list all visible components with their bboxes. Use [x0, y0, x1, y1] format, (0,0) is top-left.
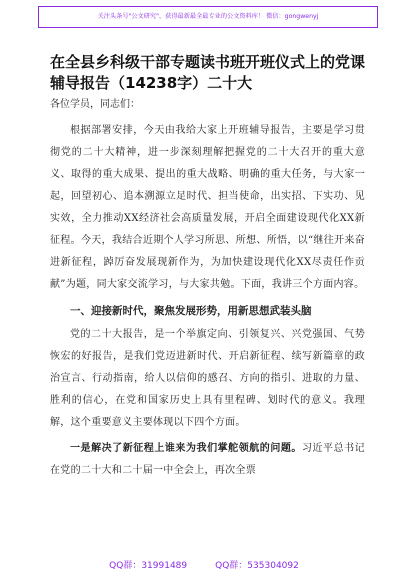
header-banner-text: 关注头条号"公文研究"，获得最新最全最专业的公文资料库！ 微信：gongwenyj: [97, 13, 319, 20]
document-body: [50, 52, 365, 482]
point-1-lead: 一是解决了新征程上谁来为我们掌舵领航的问题。: [70, 443, 302, 454]
section-1-heading: 一、迎接新时代，聚焦发展形势，用新思想武装头脑: [70, 305, 312, 317]
document-title: 在全县乡科级干部专题读书班开班仪式上的党课辅导报告（14238字）二十大: [50, 53, 366, 92]
footer-contacts: [0, 558, 408, 571]
point-1-paragraph: [50, 438, 365, 482]
footer-qq-group-1: QQ群：31991489: [109, 561, 188, 571]
point-1-text: 习近平总书记在党的二十大和二十届一中全会上，再次全票: [50, 443, 365, 476]
intro-paragraph: 根据部署安排，今天由我给大家上开班辅导报告，主要是学习贯彻党的二十大精神，进一步深刻理解把握党的二十大召开的重大意义、取得的重大成果、提出的重大战略、明确的重大任务，与大家一起，回望初心、追本溯源立足时代、担当使命，出实招、下实功、见实效，全力推动XX经济社会高质量发展，开启全面建设现代化XX新征程。今天，我结合近期个人学习所思、所想、所悟，以“继往开来奋进新征程，踔厉奋发展现新作为，为加快建设现代化XX尽责任作贡献”为题，同大家交流学习，与大家共勉。下面，我讲三个方面内容。: [50, 125, 365, 290]
section-1-paragraph: 党的二十大报告，是一个举旗定向、引领复兴、兴党强国、气势恢宏的好报告，是我们党迈进新时代、开启新征程、续写新篇章的政治宣言、行动指南，给人以信仰的感召、方向的指引、进取的力量、胜利的信心，在党和国家历史上具有里程碑、划时代的意义。我理解，这个重要意义主要体现以下四个方面。: [50, 329, 365, 428]
salutation: 各位学员，同志们：: [50, 99, 140, 110]
header-banner: [38, 6, 378, 28]
footer-qq-group-2: QQ群：535304092: [215, 561, 299, 571]
